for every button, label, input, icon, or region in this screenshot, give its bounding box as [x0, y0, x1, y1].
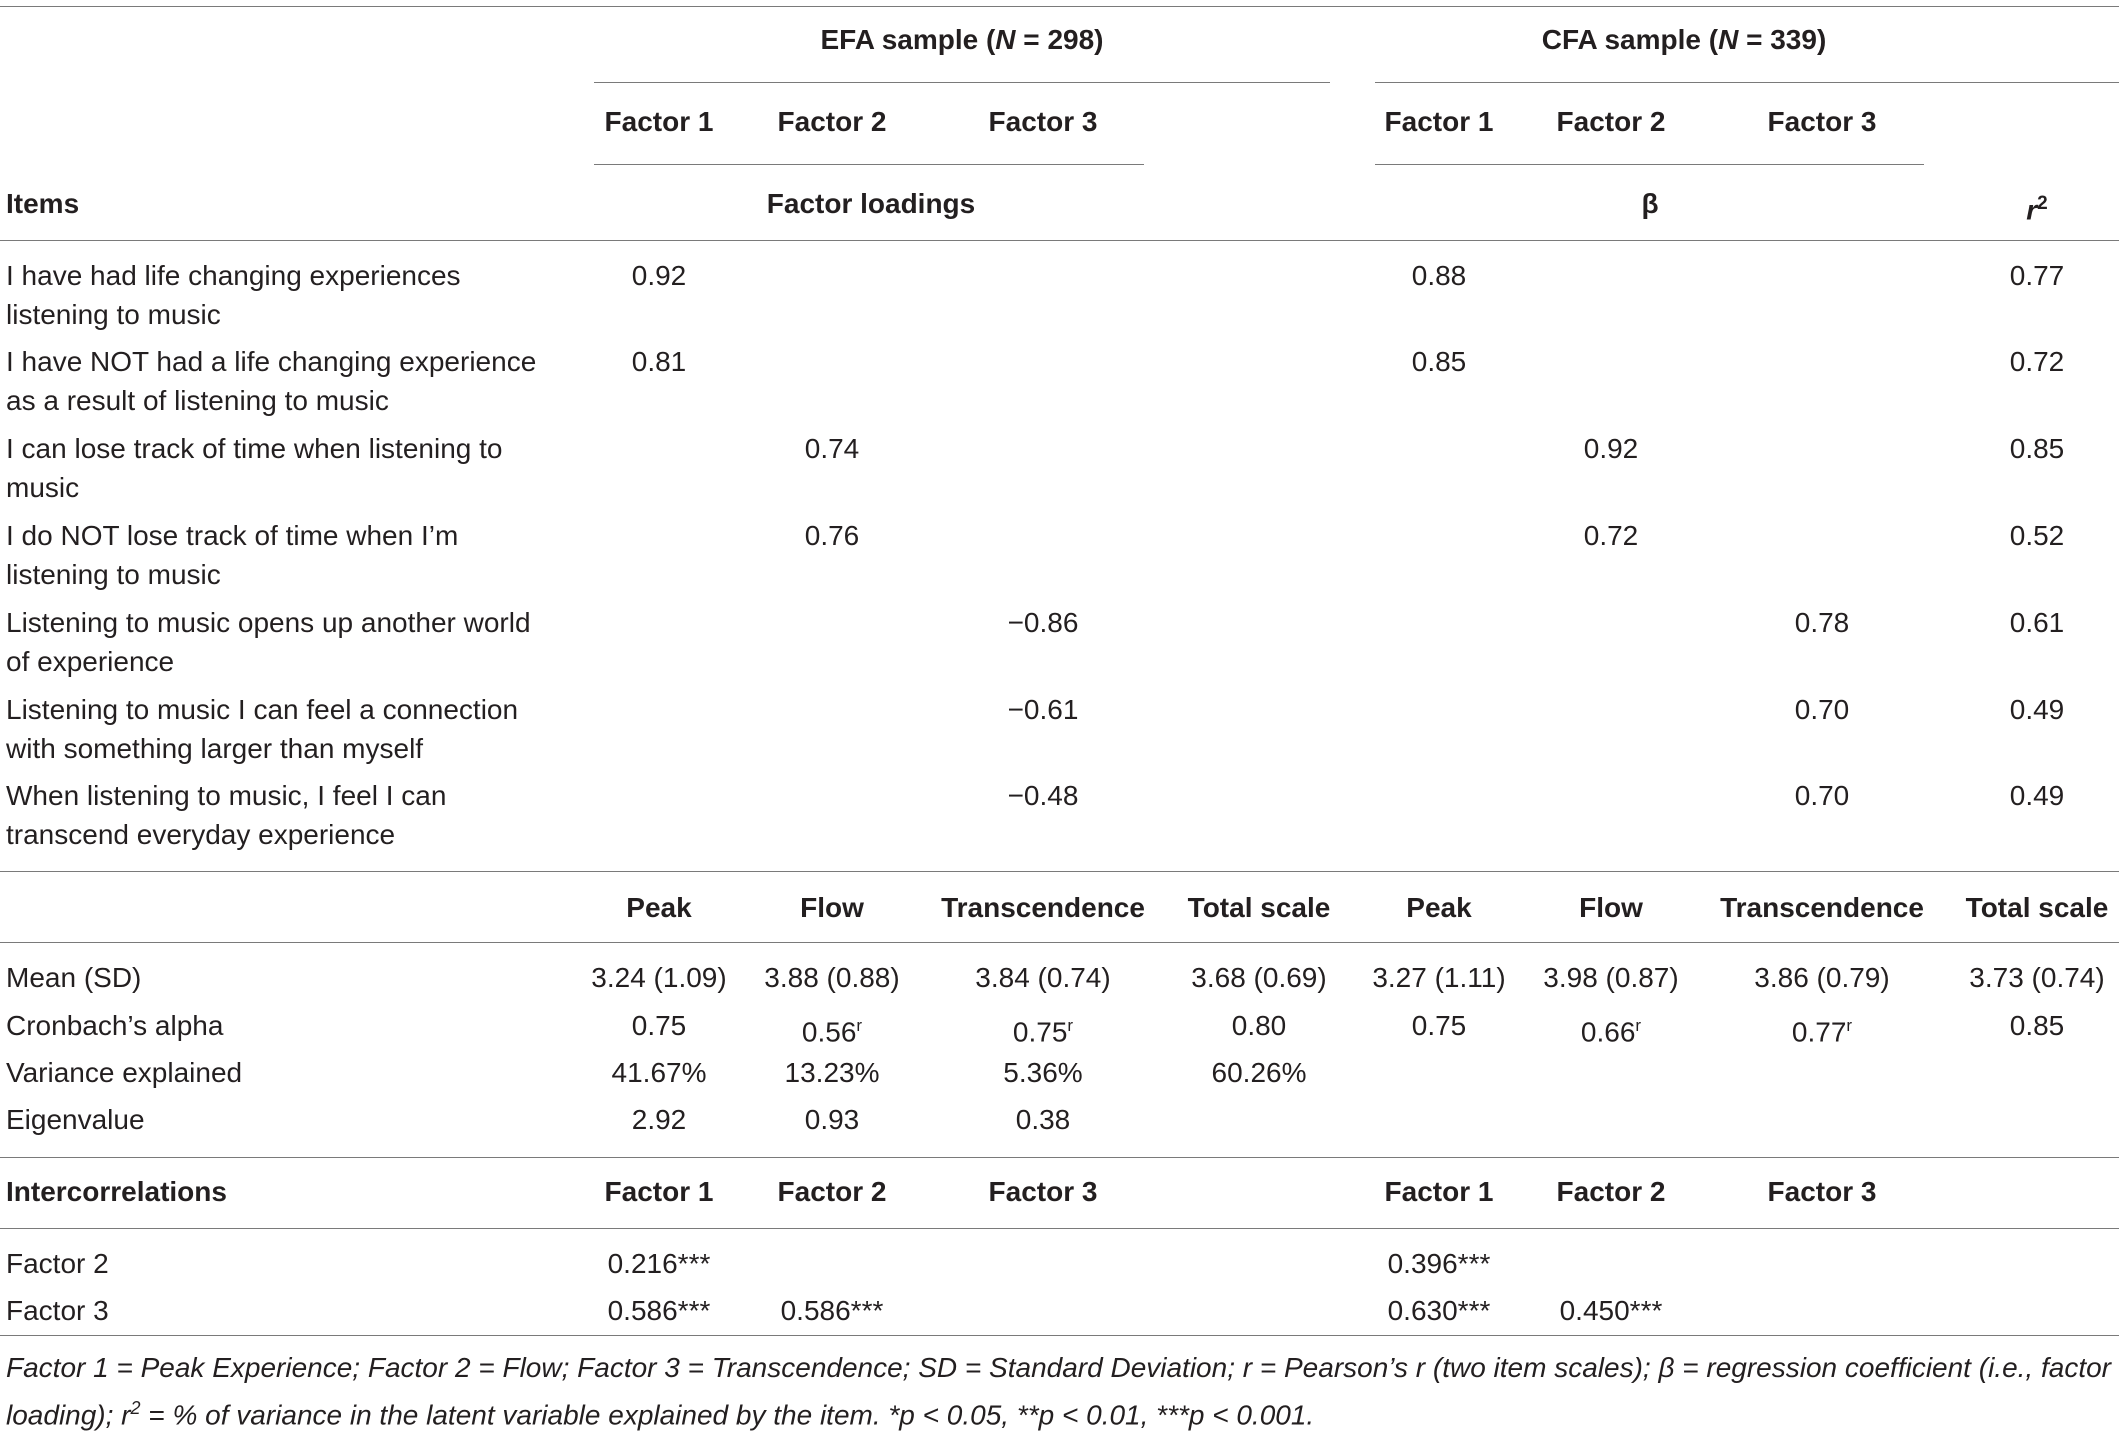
intercorrelations-header: Intercorrelations	[6, 1176, 227, 1207]
efa-loading-value: 0.74	[804, 433, 860, 464]
footnote-line2	[6, 1388, 2111, 1435]
r-squared-header	[1887, 184, 2119, 230]
stat-label: Mean (SD)	[6, 962, 142, 993]
stat-number: 3.68 (0.69)	[1191, 962, 1327, 993]
stat-number: 0.75	[1411, 1010, 1467, 1041]
stat-value	[1887, 958, 2119, 998]
intercorrelation-factor-header: Factor 3	[988, 1176, 1098, 1207]
intercorrelation-factor-header: Factor 1	[604, 1176, 714, 1207]
rule-scale-header-bottom	[0, 942, 2119, 943]
cfa-beta-value: 0.88	[1411, 260, 1467, 291]
efa-loading-value: −0.86	[1007, 607, 1079, 638]
scale-header: Transcendence	[941, 892, 1145, 923]
rule-cfa-span	[1375, 82, 2119, 83]
item-text-line2: listening to music	[6, 559, 221, 590]
item-text-line1: Listening to music I can feel a connection	[6, 694, 519, 725]
intercorrelation-value: 0.216***	[607, 1248, 711, 1279]
r-squared-superscript: 2	[2037, 193, 2048, 214]
rule-cfa-factors	[1375, 164, 1924, 165]
factor-loadings-header: Factor loadings	[766, 188, 976, 219]
stat-number: 13.23%	[784, 1057, 880, 1088]
stat-value	[893, 1100, 1193, 1140]
item-text-line2: with something larger than myself	[6, 733, 424, 764]
r-squared-value: 0.61	[2009, 607, 2065, 638]
scale-header: Flow	[1579, 892, 1643, 923]
item-text-line2: of experience	[6, 646, 175, 677]
intercorrelation-factor-header: Factor 1	[1384, 1176, 1494, 1207]
item-text-line1: I do NOT lose track of time when I’m	[6, 520, 459, 551]
stat-label: Cronbach’s alpha	[6, 1010, 224, 1041]
pearson-r-marker: r	[1846, 1016, 1853, 1035]
efa-factor-header: Factor 3	[988, 106, 1098, 137]
stat-number: 5.36%	[1003, 1057, 1083, 1088]
r-squared-value: 0.52	[2009, 520, 2065, 551]
stat-number: 0.75	[631, 1010, 687, 1041]
stat-number: 41.67%	[611, 1057, 707, 1088]
efa-loading-value: 0.92	[631, 260, 687, 291]
rule-header-bottom	[0, 240, 2119, 241]
item-text-line1: I have NOT had a life changing experience	[6, 346, 537, 377]
scale-header: Transcendence	[1720, 892, 1924, 923]
intercorrelation-value: 0.586***	[780, 1295, 884, 1326]
stat-number: 60.26%	[1211, 1057, 1307, 1088]
intercorrelation-row-label: Factor 3	[6, 1295, 109, 1326]
rule-items-bottom	[0, 871, 2119, 872]
rule-stats-bottom	[0, 1157, 2119, 1158]
cfa-sample-title-size: = 339)	[1738, 24, 1827, 55]
rule-ic-header-bottom	[0, 1228, 2119, 1229]
efa-loading-value: 0.76	[804, 520, 860, 551]
cfa-sample-title	[1384, 20, 1984, 60]
stat-number: 0.77	[1791, 1016, 1847, 1048]
efa-factor-header: Factor 2	[777, 106, 887, 137]
intercorrelation-value: 0.586***	[607, 1295, 711, 1326]
item-text-line1: When listening to music, I feel I can	[6, 780, 447, 811]
scale-header: Total scale	[1187, 892, 1331, 923]
efa-sample-title-text: EFA sample (	[820, 24, 996, 55]
efa-sample-title-size: = 298)	[1015, 24, 1104, 55]
stat-number: 0.85	[2009, 1010, 2065, 1041]
efa-factor-header: Factor 1	[604, 106, 714, 137]
cfa-factor-header: Factor 3	[1767, 106, 1877, 137]
r-squared-value: 0.85	[2009, 433, 2065, 464]
cfa-factor-header: Factor 2	[1556, 106, 1666, 137]
r-squared-value: 0.72	[2009, 346, 2065, 377]
stat-number: 0.93	[804, 1104, 860, 1135]
cfa-sample-title-text: CFA sample (	[1541, 24, 1719, 55]
efa-loading-value: 0.81	[631, 346, 687, 377]
item-text-line2: music	[6, 472, 80, 503]
scale-header: Peak	[626, 892, 692, 923]
scale-header: Peak	[1406, 892, 1472, 923]
footnote-line2-end: = % of variance in the latent variable explained by the item. *p < 0.05, **p < 0.01, ***p < 0.001.	[140, 1399, 1315, 1431]
efa-loading-value: −0.61	[1007, 694, 1079, 725]
item-text-line2: as a result of listening to music	[6, 385, 389, 416]
pearson-r-marker: r	[1067, 1016, 1074, 1035]
stat-number: 3.88 (0.88)	[764, 962, 900, 993]
r-squared-value: 0.49	[2009, 780, 2065, 811]
stat-number: 0.56	[801, 1016, 857, 1048]
intercorrelation-factor-header: Factor 3	[1767, 1176, 1877, 1207]
stat-number: 3.27 (1.11)	[1372, 962, 1506, 993]
item-text-line1: I can lose track of time when listening to	[6, 433, 503, 464]
intercorrelation-factor-header: Factor 2	[1556, 1176, 1666, 1207]
r-squared-symbol: r	[2026, 194, 2038, 226]
stat-number: 0.80	[1231, 1010, 1287, 1041]
scale-header: Total scale	[1965, 892, 2109, 923]
r-squared-value: 0.49	[2009, 694, 2065, 725]
item-text-line1: I have had life changing experiences	[6, 260, 461, 291]
cfa-factor-header: Factor 1	[1384, 106, 1494, 137]
stat-number: 3.86 (0.79)	[1754, 962, 1890, 993]
footnote-superscript: 2	[130, 1398, 141, 1418]
cfa-sample-title-n: N	[1718, 24, 1739, 55]
intercorrelation-value: 0.630***	[1387, 1295, 1491, 1326]
intercorrelation-row-label: Factor 2	[6, 1248, 109, 1279]
intercorrelation-value: 0.396***	[1387, 1248, 1491, 1279]
efa-sample-title-n: N	[995, 24, 1016, 55]
cfa-beta-value: 0.92	[1583, 433, 1639, 464]
stat-number: 3.24 (1.09)	[591, 962, 727, 993]
stat-value	[1887, 1006, 2119, 1046]
cfa-beta-value: 0.72	[1583, 520, 1639, 551]
stat-number: 0.66	[1580, 1016, 1636, 1048]
efa-loading-value: −0.48	[1007, 780, 1079, 811]
intercorrelation-factor-header: Factor 2	[777, 1176, 887, 1207]
pearson-r-marker: r	[856, 1016, 863, 1035]
rule-table-bottom	[0, 1335, 2119, 1336]
beta-header: β	[1641, 188, 1659, 219]
item-text-line2: listening to music	[6, 299, 221, 330]
item-text-line2: transcend everyday experience	[6, 819, 396, 850]
rule-efa-span	[594, 82, 1330, 83]
r-squared-value: 0.77	[2009, 260, 2065, 291]
cfa-beta-value: 0.70	[1794, 780, 1850, 811]
cfa-beta-value: 0.78	[1794, 607, 1850, 638]
items-header: Items	[6, 188, 80, 219]
footnote-line1: Factor 1 = Peak Experience; Factor 2 = Flow; Factor 3 = Transcendence; SD = Standard Deviation; r = Pearson’s r (two item scales); β = regression coefficient (i.e., factor	[6, 1352, 2112, 1383]
intercorrelation-value: 0.450***	[1559, 1295, 1663, 1326]
stat-number: 3.98 (0.87)	[1543, 962, 1679, 993]
item-text-line1: Listening to music opens up another world	[6, 607, 531, 638]
stat-number: 3.73 (0.74)	[1969, 962, 2105, 993]
stat-number: 0.38	[1015, 1104, 1071, 1135]
scale-header: Flow	[800, 892, 864, 923]
footnote-line2-start: loading); r	[6, 1399, 131, 1431]
stat-value	[1109, 1053, 1409, 1093]
stat-label: Eigenvalue	[6, 1104, 145, 1135]
stat-label: Variance explained	[6, 1057, 243, 1088]
cfa-beta-value: 0.70	[1794, 694, 1850, 725]
stat-number: 3.84 (0.74)	[975, 962, 1111, 993]
rule-top	[0, 6, 2119, 7]
cfa-beta-value: 0.85	[1411, 346, 1467, 377]
rule-efa-factors	[594, 164, 1144, 165]
efa-sample-title	[662, 20, 1262, 60]
pearson-r-marker: r	[1635, 1016, 1642, 1035]
stat-number: 2.92	[631, 1104, 687, 1135]
table-footnote	[6, 1348, 2111, 1435]
stat-number: 0.75	[1012, 1016, 1068, 1048]
